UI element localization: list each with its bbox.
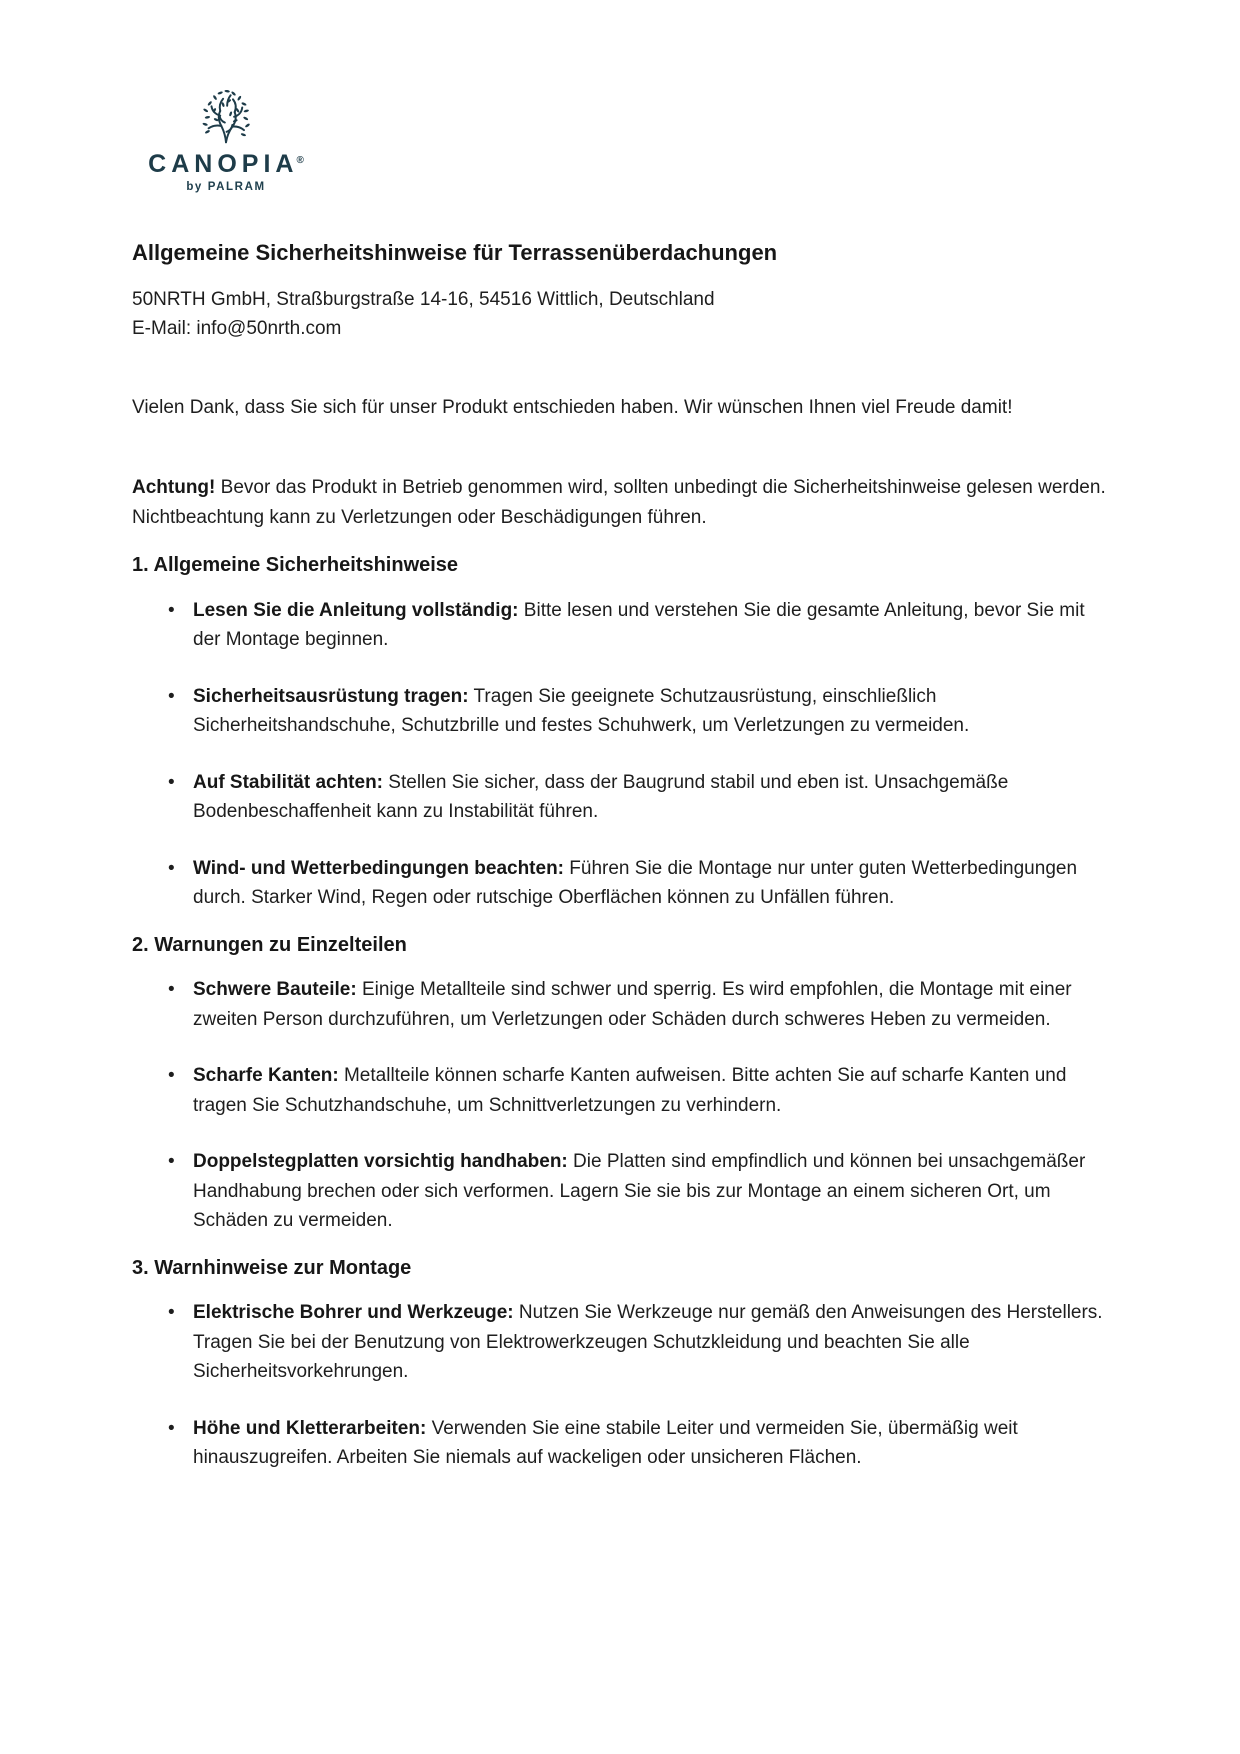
list-item bbox=[132, 1147, 1112, 1236]
item-lead: Doppelstegplatten vorsichtig handhaben: bbox=[193, 1151, 568, 1173]
list-item bbox=[132, 682, 1112, 741]
item-text: Die Platten sind empfindlich und können bei unsachgemäßer Handhabung brechen oder sich verformen. Lagern Sie sie bis zur Montage an einem sicheren Ort, um Schäden zu vermeiden. bbox=[193, 1151, 1086, 1232]
list-item bbox=[132, 1414, 1112, 1473]
item-lead: Schwere Bauteile: bbox=[193, 979, 357, 1001]
item-text: Führen Sie die Montage nur unter guten Wetterbedingungen durch. Starker Wind, Regen oder rutschige Oberflächen können zu Unfällen führen. bbox=[193, 857, 1078, 909]
list-item bbox=[132, 1298, 1112, 1387]
item-text: Nutzen Sie Werkzeuge nur gemäß den Anweisungen des Herstellers. Tragen Sie bei der Benutzung von Elektrowerkzeugen Schutzkleidung und beachten Sie alle Sicherheitsvorkehrungen. bbox=[193, 1302, 1103, 1383]
item-text: Verwenden Sie eine stabile Leiter und vermeiden Sie, übermäßig weit hinauszugreifen. Arbeiten Sie niemals auf wackeligen oder unsicheren Flächen. bbox=[193, 1417, 1018, 1469]
list-item bbox=[132, 854, 1112, 913]
item-text: Einige Metallteile sind schwer und sperrig. Es wird empfohlen, die Montage mit einer zweiten Person durchzuführen, um Verletzungen oder Schäden durch schweres Heben zu vermeiden. bbox=[193, 979, 1072, 1030]
company-contact bbox=[132, 285, 1112, 344]
item-lead: Auf Stabilität achten: bbox=[193, 771, 384, 793]
warning-lead: Achtung! bbox=[132, 477, 216, 499]
list-item bbox=[132, 768, 1112, 827]
tree-canopy-icon bbox=[197, 84, 255, 146]
section-heading-1: 1. Allgemeine Sicherheitshinweise bbox=[132, 554, 459, 577]
list-item bbox=[132, 1061, 1112, 1120]
item-lead: Scharfe Kanten: bbox=[193, 1065, 339, 1087]
item-text: Stellen Sie sicher, dass der Baugrund stabil und eben ist. Unsachgemäße Bodenbeschaffenheit kann zu Instabilität führen. bbox=[193, 771, 1009, 823]
warning-paragraph bbox=[132, 473, 1112, 532]
item-lead: Lesen Sie die Anleitung vollständig: bbox=[193, 599, 519, 621]
item-lead: Elektrische Bohrer und Werkzeuge: bbox=[193, 1302, 514, 1324]
company-address-line: 50NRTH GmbH, Straßburgstraße 14-16, 54516 Wittlich, Deutschland bbox=[132, 288, 715, 310]
brand-byline: by PALRAM bbox=[186, 181, 266, 194]
brand-wordmark bbox=[144, 151, 308, 177]
item-text: Bitte lesen und verstehen Sie die gesamte Anleitung, bevor Sie mit der Montage beginnen. bbox=[193, 599, 1085, 651]
company-email-line: E-Mail: info@50nrth.com bbox=[132, 318, 342, 340]
registered-trademark-symbol: ® bbox=[296, 154, 304, 166]
item-lead: Sicherheitsausrüstung tragen: bbox=[193, 685, 469, 707]
intro-paragraph: Vielen Dank, dass Sie sich für unser Produkt entschieden haben. Wir wünschen Ihnen viel Freude damit! bbox=[132, 396, 1013, 418]
section-heading-2: 2. Warnungen zu Einzelteilen bbox=[132, 933, 407, 956]
section-2-list bbox=[132, 975, 1112, 1236]
item-lead: Wind- und Wetterbedingungen beachten: bbox=[193, 857, 565, 879]
section-heading-3: 3. Warnhinweise zur Montage bbox=[132, 1256, 412, 1279]
warning-text: Bevor das Produkt in Betrieb genommen wird, sollten unbedingt die Sicherheitshinweise gelesen werden. Nichtbeachtung kann zu Verletzungen oder Beschädigungen führen. bbox=[132, 477, 1106, 528]
item-lead: Höhe und Kletterarbeiten: bbox=[193, 1417, 427, 1439]
section-1-list bbox=[132, 596, 1112, 913]
item-text: Metallteile können scharfe Kanten aufweisen. Bitte achten Sie auf scharfe Kanten und tragen Sie Schutzhandschuhe, um Schnittverletzungen zu verhindern. bbox=[193, 1065, 1067, 1116]
item-text: Tragen Sie geeignete Schutzausrüstung, einschließlich Sicherheitshandschuhe, Schutzbrille und festes Schuhwerk, um Verletzungen zu vermeiden. bbox=[193, 685, 970, 737]
section-3-list bbox=[132, 1298, 1112, 1473]
list-item bbox=[132, 596, 1112, 655]
list-item bbox=[132, 975, 1112, 1034]
brand-name: CANOPIA bbox=[148, 150, 299, 178]
canopia-logo bbox=[144, 84, 308, 193]
page-title: Allgemeine Sicherheitshinweise für Terrassenüberdachungen bbox=[132, 240, 778, 266]
